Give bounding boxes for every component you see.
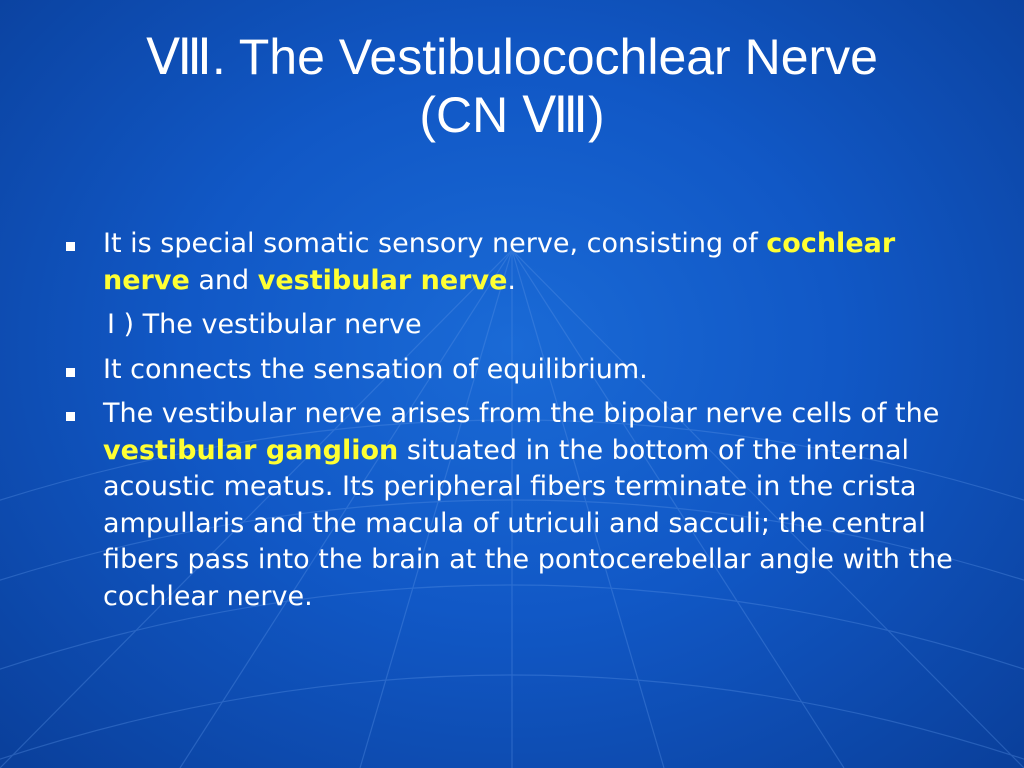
bullet-item-1 (62, 226, 962, 299)
subheading-vestibular-nerve: Ⅰ ) The vestibular nerve (107, 309, 422, 340)
square-bullet-icon (66, 412, 75, 421)
highlight-vestibular-nerve: vestibular nerve (257, 264, 508, 296)
bullet-item-3 (62, 396, 962, 615)
square-bullet-icon (66, 242, 75, 251)
bullet-3-text-b: situated in the bottom of the internal acoustic meatus. Its peripheral fibers terminate in the crista ampullaris and the macula of utriculi and sacculi; the central fibers pass into the brain at the pontocerebellar angle with the cochlear nerve. (103, 434, 953, 612)
title-line-2: (CN Ⅷ) (419, 87, 605, 143)
slide-body (62, 226, 962, 623)
square-bullet-icon (66, 368, 75, 377)
highlight-vestibular-ganglion: vestibular ganglion (103, 434, 399, 466)
highlight-cochlear-nerve: cochlear nerve (103, 228, 896, 296)
bullet-1-text-a: It is special somatic sensory nerve, consisting of (103, 228, 767, 259)
bullet-2-text: It connects the sensation of equilibrium. (103, 353, 648, 385)
bullet-1-text-c: . (507, 264, 516, 296)
title-line-1: Ⅷ. The Vestibulocochlear Nerve (146, 29, 878, 85)
bullet-1-text-b: and (189, 264, 258, 296)
slide-title (40, 28, 984, 144)
bullet-item-2 (62, 352, 962, 389)
bullet-3-text-a: The vestibular nerve arises from the bipolar nerve cells of the (103, 398, 940, 429)
